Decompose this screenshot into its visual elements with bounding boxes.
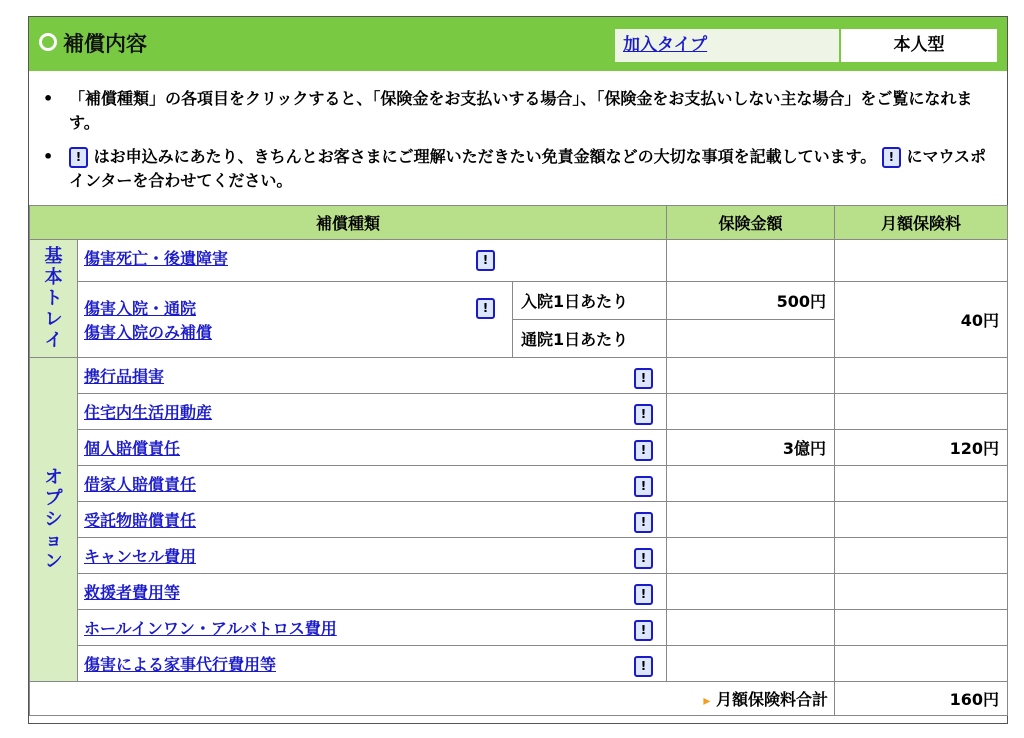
amount-cell xyxy=(667,240,835,282)
table-row xyxy=(30,394,1008,430)
table-row xyxy=(30,240,1008,282)
coverage-link-option[interactable]: 救援者費用等 xyxy=(84,583,181,602)
premium-cell xyxy=(835,240,1008,282)
premium-cell xyxy=(835,394,1008,430)
notice-icon[interactable]: ! xyxy=(476,298,495,319)
notice-icon[interactable]: ! xyxy=(634,620,653,641)
total-row xyxy=(30,682,1008,716)
notice-icon[interactable]: ! xyxy=(634,656,653,677)
premium-cell xyxy=(835,502,1008,538)
amount-cell xyxy=(667,358,835,394)
total-label-cell xyxy=(30,682,835,716)
coverage-cell xyxy=(78,282,513,358)
note-2-part1: はお申込みにあたり、きちんとお客さまにご理解いただきたい免責金額などの大切な事項を記載しています。 xyxy=(93,147,877,166)
table-row xyxy=(30,502,1008,538)
coverage-link-option[interactable]: ホールインワン・アルバトロス費用 xyxy=(84,619,337,638)
sub-label-outpatient-day: 通院1日あたり xyxy=(513,320,667,358)
note-2-text xyxy=(69,145,989,193)
table-row xyxy=(30,610,1008,646)
note-2-part2: にマウスポインターを合わせてください。 xyxy=(69,147,986,190)
amount-cell xyxy=(667,502,835,538)
coverage-link-hospital-only[interactable]: 傷害入院のみ補償 xyxy=(84,323,213,342)
table-row xyxy=(30,646,1008,682)
options-label: オプション xyxy=(30,358,78,682)
coverage-cell xyxy=(78,610,667,646)
notice-icon: ! xyxy=(882,147,901,168)
premium-cell: 120円 xyxy=(835,430,1008,466)
amount-cell xyxy=(667,394,835,430)
premium-cell xyxy=(835,646,1008,682)
table-row xyxy=(30,538,1008,574)
amount-cell xyxy=(667,466,835,502)
plan-type-value: 本人型 xyxy=(841,29,997,62)
premium-cell: 40円 xyxy=(835,282,1008,358)
coverage-cell xyxy=(78,466,667,502)
coverage-link-option[interactable]: 傷害による家事代行費用等 xyxy=(84,655,277,674)
table-row xyxy=(30,466,1008,502)
amount-cell xyxy=(667,320,835,358)
notice-icon: ! xyxy=(69,147,88,168)
coverage-link-option[interactable]: 携行品損害 xyxy=(84,367,165,386)
table-row xyxy=(30,430,1008,466)
panel-header xyxy=(29,17,1007,71)
coverage-cell xyxy=(78,502,667,538)
premium-cell xyxy=(835,610,1008,646)
coverage-cell xyxy=(78,358,667,394)
amount-cell xyxy=(667,574,835,610)
premium-cell xyxy=(835,574,1008,610)
premium-cell xyxy=(835,358,1008,394)
header-coverage-type: 補償種類 xyxy=(30,206,667,240)
bullet-icon: • xyxy=(43,147,54,166)
notice-icon[interactable]: ! xyxy=(634,512,653,533)
coverage-cell xyxy=(78,646,667,682)
coverage-cell xyxy=(78,574,667,610)
header-insured-amount: 保険金額 xyxy=(667,206,835,240)
amount-cell xyxy=(667,646,835,682)
table-row xyxy=(30,574,1008,610)
amount-cell xyxy=(667,610,835,646)
table-row xyxy=(30,358,1008,394)
header-monthly-premium: 月額保険料 xyxy=(835,206,1008,240)
amount-cell xyxy=(667,538,835,574)
coverage-link-option[interactable]: 借家人賠償責任 xyxy=(84,475,197,494)
notes-section xyxy=(29,73,1007,205)
arrow-right-icon: ▸ xyxy=(703,693,711,709)
coverage-cell xyxy=(78,394,667,430)
notice-icon[interactable]: ! xyxy=(634,404,653,425)
amount-cell: 500円 xyxy=(667,282,835,320)
total-label: 月額保険料合計 xyxy=(715,690,828,709)
basic-tray-label: 基本トレイ xyxy=(30,240,78,358)
notice-icon[interactable]: ! xyxy=(634,440,653,461)
coverage-cell xyxy=(78,538,667,574)
coverage-table xyxy=(29,205,1008,716)
total-value: 160円 xyxy=(835,682,1008,716)
notice-icon[interactable]: ! xyxy=(634,584,653,605)
circle-icon xyxy=(39,33,57,51)
coverage-link-death[interactable]: 傷害死亡・後遺障害 xyxy=(84,249,229,268)
coverage-link-option[interactable]: キャンセル費用 xyxy=(84,547,197,566)
premium-cell xyxy=(835,538,1008,574)
plan-type-link[interactable]: 加入タイプ xyxy=(615,29,839,62)
panel-title: 補償内容 xyxy=(63,32,147,56)
bullet-icon: • xyxy=(43,89,54,108)
coverage-cell xyxy=(78,430,667,466)
coverage-link-option[interactable]: 個人賠償責任 xyxy=(84,439,181,458)
note-1-text: 「補償種類」の各項目をクリックすると、「保険金をお支払いする場合」、「保険金をお支払いしない主な場合」をご覧になれます。 xyxy=(69,89,973,132)
amount-cell: 3億円 xyxy=(667,430,835,466)
sub-label-hospital-day: 入院1日あたり xyxy=(513,282,667,320)
coverage-link-option[interactable]: 受託物賠償責任 xyxy=(84,511,197,530)
premium-cell xyxy=(835,466,1008,502)
coverage-link-hospital[interactable]: 傷害入院・通院 xyxy=(84,299,197,318)
notice-icon[interactable]: ! xyxy=(634,476,653,497)
coverage-link-option[interactable]: 住宅内生活用動産 xyxy=(84,403,213,422)
coverage-cell xyxy=(78,240,667,282)
notice-icon[interactable]: ! xyxy=(634,368,653,389)
coverage-panel xyxy=(28,16,1008,724)
table-header-row xyxy=(30,206,1008,240)
notice-icon[interactable]: ! xyxy=(634,548,653,569)
notice-icon[interactable]: ! xyxy=(476,250,495,271)
table-row xyxy=(30,282,1008,320)
